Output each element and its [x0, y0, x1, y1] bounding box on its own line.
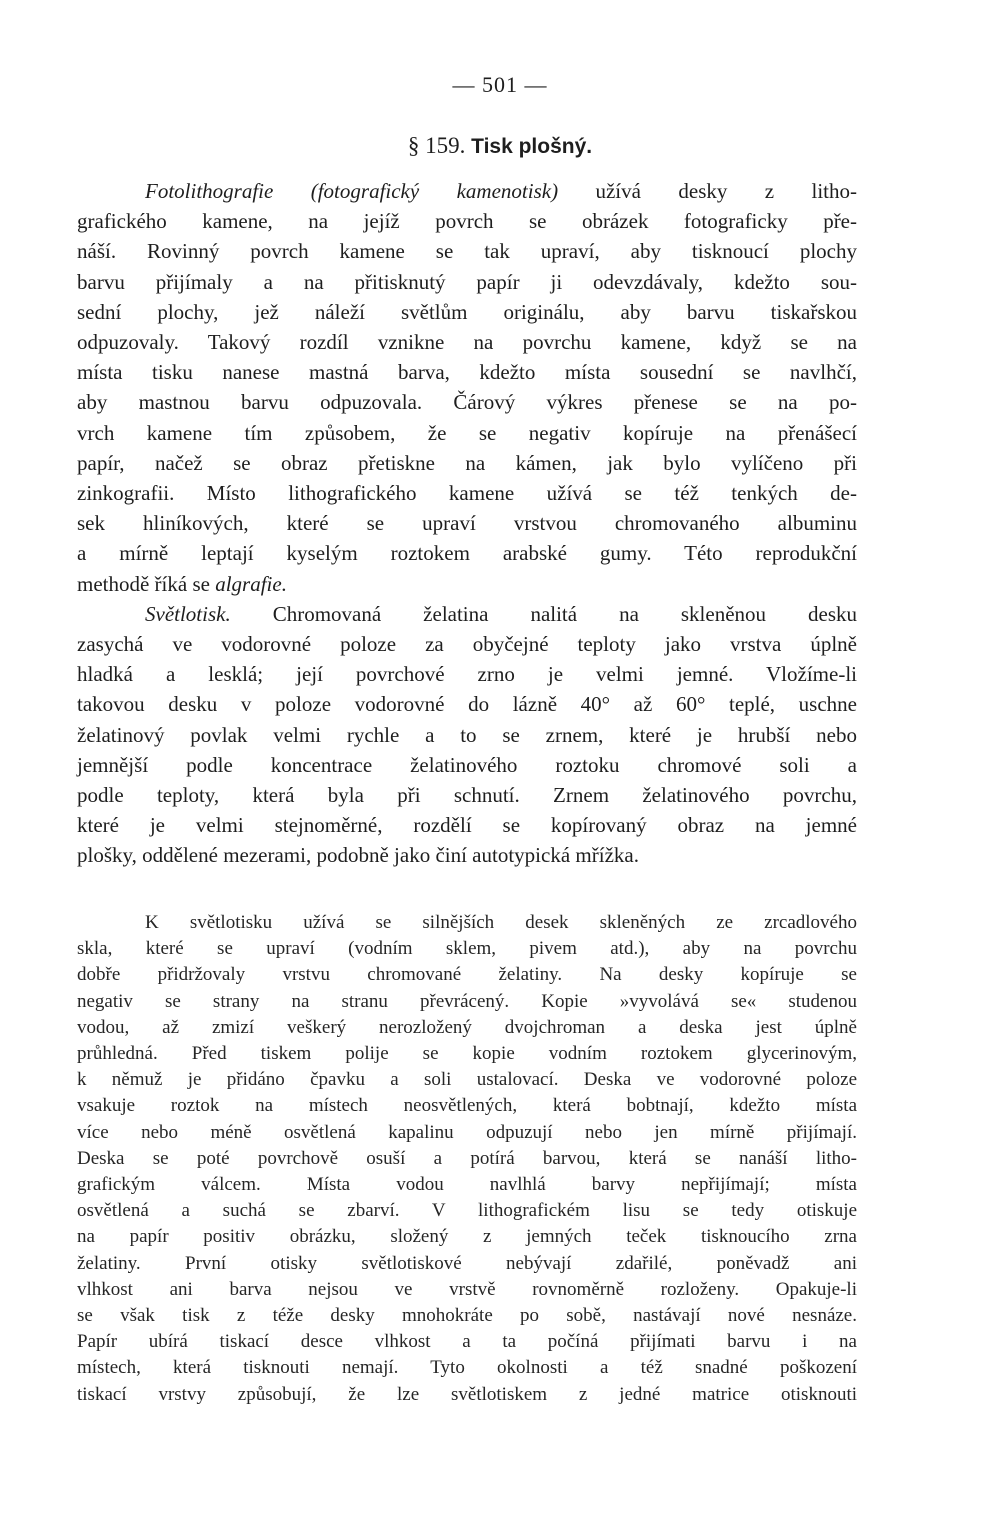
paragraph-svetlotisk	[77, 599, 857, 871]
text-line: grafickým válcem. Místa vodou navlhlá barvy nepřijímají; místa	[77, 1174, 857, 1196]
text-line: aby mastnou barvu odpuzovala. Čárový výkres přenese se na po-	[77, 390, 857, 415]
text-line: želatinový povlak velmi rychle a to se zrnem, které je hrubší nebo	[77, 722, 857, 747]
text-line: odpuzovaly. Takový rozdíl vznikne na povrchu kamene, když se na	[77, 330, 857, 355]
text-line: takovou desku v poloze vodorovné do lázně 40° až 60° teplé, uschne	[77, 692, 857, 717]
text-line: se však tisk z téže desky mnohokráte po sobě, nastávají nové nesnáze.	[77, 1305, 857, 1327]
term-svetlotisk: Světlotisk.	[145, 601, 231, 626]
text-line: vsakuje roztok na místech neosvětlených, která bobtnají, kdežto místa	[77, 1095, 857, 1117]
text-line: papír, načež se obraz přetiskne na kámen, jak bylo vylíčeno při	[77, 450, 857, 475]
page-number: — 501 —	[452, 72, 548, 97]
text-line: sední plochy, jež náleží světlům originálu, aby barvu tiskařskou	[77, 299, 857, 324]
text-line: tiskací vrstvy způsobují, že lze světlotiskem z jedné matrice otisknouti	[77, 1383, 857, 1405]
text-line: více nebo méně osvětlená kapalinu odpuzují nebo jen mírně přijímají.	[77, 1121, 857, 1143]
text-line: k němuž je přidáno čpavku a soli ustalovací. Deska ve vodorovné poloze	[77, 1069, 857, 1091]
text-line: vlhkost ani barva nejsou ve vrstvě rovnoměrně rozloženy. Opakuje-li	[77, 1278, 857, 1300]
text-line: Fotolithografie (fotografický kamenotisk) užívá desky z litho-	[145, 179, 857, 203]
text-line: na papír positiv obrázku, složený z jemných teček tisknoucího zrna	[77, 1226, 857, 1248]
text-line: želatiny. První otisky světlotiskové nebývají zdařilé, poněvadž ani	[77, 1252, 857, 1274]
text-line: podle teploty, která byla při schnutí. Zrnem želatinového povrchu,	[77, 783, 857, 808]
text-line: zasychá ve vodorovné poloze za obyčejné teploty jako vrstva úplně	[77, 632, 857, 657]
text-line: Papír ubírá tiskací desce vlhkost a ta počíná přijímati barvu i na	[77, 1331, 857, 1353]
text-line: methodě říká se algrafie.	[77, 571, 287, 596]
text-line: místech, která tisknouti nemají. Tyto okolnosti a též snadné poškození	[77, 1357, 857, 1379]
section-number: § 159.	[407, 133, 466, 158]
text-line: a mírně leptají kyselým roztokem arabské gumy. Této reprodukční	[77, 541, 857, 566]
text-line: negativ se strany na stranu převrácený. Kopie »vyvolává se« studenou	[77, 990, 857, 1012]
text-line: sek hliníkových, které se upraví vrstvou chromovaného albuminu	[77, 511, 857, 536]
term-fotolithografie: Fotolithografie	[145, 179, 274, 203]
text-line: jemnější podle koncentrace želatinového roztoku chromové soli a	[77, 752, 857, 777]
text-line: hladká a lesklá; její povrchové zrno je velmi jemné. Vložíme-li	[77, 662, 857, 687]
text-line: které je velmi stejnoměrné, rozdělí se kopírovaný obraz na jemné	[77, 813, 857, 838]
text-line: Deska se poté povrchově osuší a potírá barvou, která se nanáší litho-	[77, 1147, 857, 1169]
text-line: vrch kamene tím způsobem, že se negativ kopíruje na přenášecí	[77, 420, 857, 445]
section-title: Tisk plošný.	[471, 135, 593, 158]
term-algrafie: algrafie.	[215, 571, 287, 596]
text-line: Světlotisk. Chromovaná želatina nalitá na skleněnou desku	[145, 601, 857, 626]
text-line: vodou, až zmizí veškerý nerozložený dvojchroman a deska jest úplně	[77, 1016, 857, 1038]
text-line: místa tisku nanese mastná barva, kdežto místa sousední se navlhčí,	[77, 360, 857, 385]
text-line: grafického kamene, na jejíž povrch se obrázek fotograficky pře-	[77, 209, 857, 234]
main-text	[77, 176, 857, 871]
text-line: zinkografii. Místo lithografického kamene užívá se též tenkých de-	[77, 481, 857, 506]
text-line: osvětlená a suchá se zbarví. V lithografickém lisu se tedy otiskuje	[77, 1200, 857, 1222]
text-line: plošky, oddělené mezerami, podobně jako činí autotypická mřížka.	[77, 843, 639, 868]
paragraph-fotolithografie	[77, 176, 857, 599]
small-print-text	[77, 910, 857, 1408]
text-line: skla, které se upraví (vodním sklem, pivem atd.), aby na povrchu	[77, 938, 857, 960]
section-heading	[0, 133, 1000, 159]
text-line: barvu přijímaly a na přitisknutý papír ji odevzdávaly, kdežto sou-	[77, 269, 857, 294]
text-line: K světlotisku užívá se silnějších desek skleněných ze zrcadlového	[145, 912, 857, 933]
text-line: průhledná. Před tiskem polije se kopie vodním roztokem glycerinovým,	[77, 1043, 857, 1065]
text-line: dobře přidržovaly vrstvu chromované želatiny. Na desky kopíruje se	[77, 964, 857, 986]
text-line: náší. Rovinný povrch kamene se tak upraví, aby tisknoucí plochy	[77, 239, 857, 264]
term-fotograficky-kamenotisk: (fotografický kamenotisk)	[310, 179, 559, 203]
